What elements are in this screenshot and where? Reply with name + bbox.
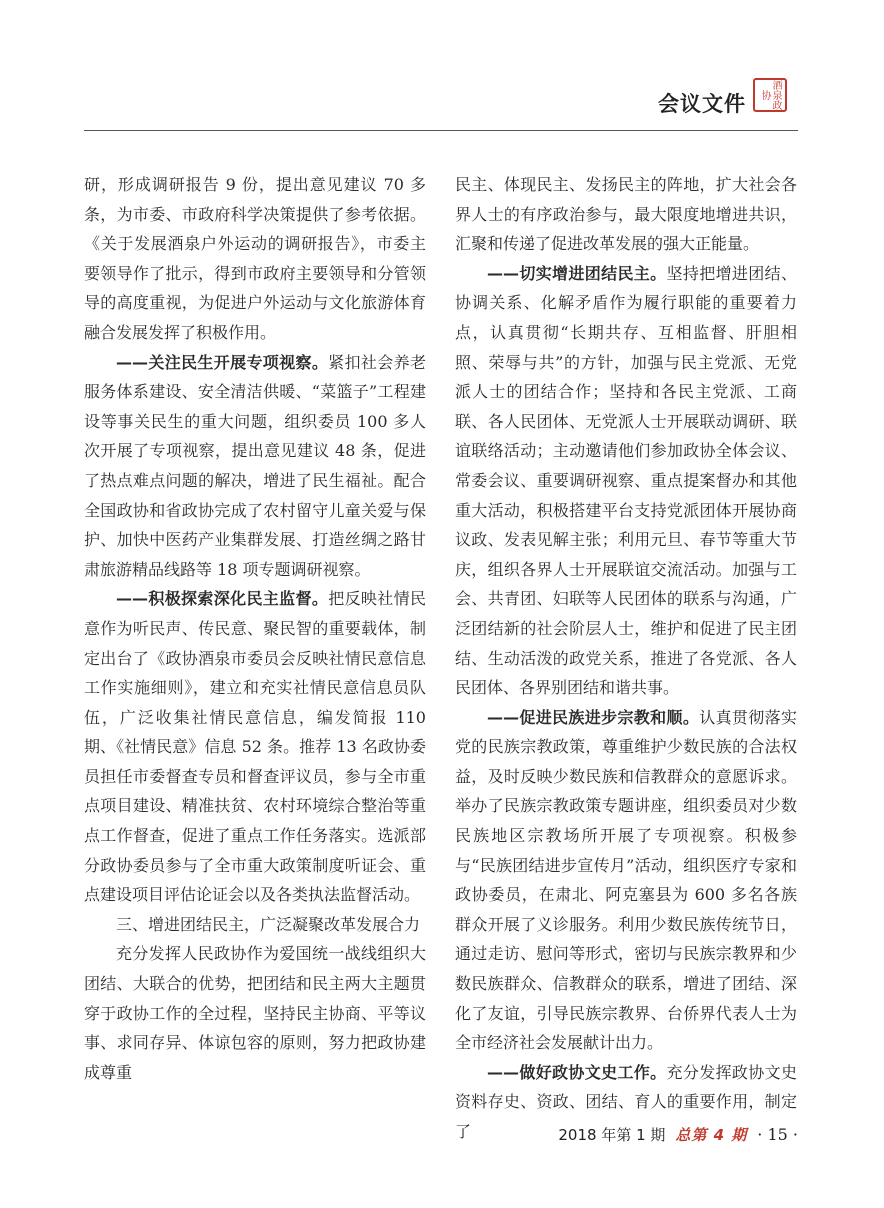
- page-footer: [558, 1124, 798, 1145]
- paragraph-lead: ——积极探索深化民主监督。: [116, 589, 329, 609]
- paragraph: 充分发挥人民政协作为爱国统一战线组织大团结、大联合的优势，把团结和民主两大主题贯穿于政协工作的全过程，坚持民主协商、平等议事、求同存异、体谅包容的原则，努力把政协建成尊重: [84, 944, 426, 1082]
- paragraph-body: 认真贯彻落实党的民族宗教政策，尊重维护少数民族的合法权益，及时反映少数民族和信教群众的意愿诉求。举办了民族宗教政策专题讲座，组织委员对少数民族地区宗教场所开展了专项视察。积极参与“民族团结进步宣传月”活动，组织医疗专家和政协委员，在肃北、阿克塞县为 600 多名各族群众开展了义诊服务。利用少数民族传统节日，通过走访、慰问等形式，密切与民族宗教界和少数民族群众、信教群众的联系，增进了团结、深化了友谊，引导民族宗教界、台侨界代表人士为全市经济社会发展献计出力。: [455, 707, 797, 1053]
- paragraph-lead: ——切实增进团结民主。: [487, 263, 667, 283]
- seal-logo: 酒泉政协: [753, 78, 787, 112]
- paragraph-body: 把反映社情民意作为听民声、传民意、聚民智的重要载体，制定出台了《政协酒泉市委员会反映社情民意信息工作实施细则》，建立和充实社情民意信息员队伍，广泛收集社情民意信息，编发简报 110 期、《社情民意》信息 52 条。推荐 13 名政协委员担任市委督查专员和督查评议员，参与全市重点项目建设、精准扶贫、农村环境综合整治等重点工作督查，促进了重点工作任务落实。选派部分政协委员参与了全市重大政策制度听证会、重点建设项目评估论证会以及各类执法监督活动。: [84, 589, 426, 905]
- lead-paragraph: [84, 348, 426, 585]
- paragraph-continued: 研，形成调研报告 9 份，提出意见建议 70 多条，为市委、市政府科学决策提供了参考依据。《关于发展酒泉户外运动的调研报告》，市委主要领导作了批示，得到市政府主要领导和分管领导的高度重视，为促进户外运动与文化旅游体育融合发展发挥了积极作用。: [84, 175, 426, 342]
- paragraph-continued: 民主、体现民主、发扬民主的阵地，扩大社会各界人士的有序政治参与，最大限度地增进共识，汇聚和传递了促进改革发展的强大正能量。: [455, 175, 797, 254]
- page-header: [0, 0, 884, 130]
- left-column: [84, 170, 426, 1087]
- section-heading: 三、增进团结民主，广泛凝聚改革发展合力: [116, 914, 421, 934]
- paragraph-lead: ——关注民生开展专项视察。: [116, 352, 329, 372]
- lead-paragraph: [455, 259, 797, 703]
- page-number: · 15 ·: [757, 1125, 798, 1144]
- issue-label: 2018 年第 1 期: [558, 1126, 666, 1144]
- section-label: 会议文件: [658, 92, 746, 116]
- paragraph-body: 坚持把增进团结、协调关系、化解矛盾作为履行职能的重要着力点，认真贯彻“长期共存、互相监督、肝胆相照、荣辱与共”的方针，加强与民主党派、无党派人士的团结合作；坚持和各民主党派、工商联、各人民团体、无党派人士开展联动调研、联谊联络活动；主动邀请他们参加政协全体会议、常委会议、重要调研视察、重点提案督办和其他重大活动，积极搭建平台支持党派团体开展协商议政、发表见解主张；利用元旦、春节等重大节庆，组织各界人士开展联谊交流活动。加强与工会、共青团、妇联等人民团体的联系与沟通，广泛团结新的社会阶层人士，维护和促进了民主团结、生动活泼的政党关系，推进了各党派、各人民团体、各界别团结和谐共事。: [455, 263, 797, 698]
- right-column: [455, 170, 797, 1147]
- journal-brand: 总第 4 期: [675, 1126, 748, 1144]
- paragraph-lead: ——促进民族进步宗教和顺。: [487, 707, 700, 727]
- lead-paragraph: [84, 584, 426, 910]
- header-rule: [84, 130, 798, 131]
- paragraph-lead: ——做好政协文史工作。: [487, 1062, 667, 1082]
- paragraph-body: 充分发挥政协文史资料存史、资政、团结、育人的重要作用，制定了: [455, 1062, 797, 1141]
- paragraph-body: 紧扣社会养老服务体系建设、安全清洁供暖、“菜篮子”工程建设等事关民生的重大问题，组织委员 100 多人次开展了专项视察，提出意见建议 48 条，促进了热点难点问题的解决，增进了民生福祉。配合全国政协和省政协完成了农村留守儿童关爱与保护、加快中医药产业集群发展、打造丝绸之路甘肃旅游精品线路等 18 项专题调研视察。: [84, 352, 426, 579]
- lead-paragraph: [455, 703, 797, 1058]
